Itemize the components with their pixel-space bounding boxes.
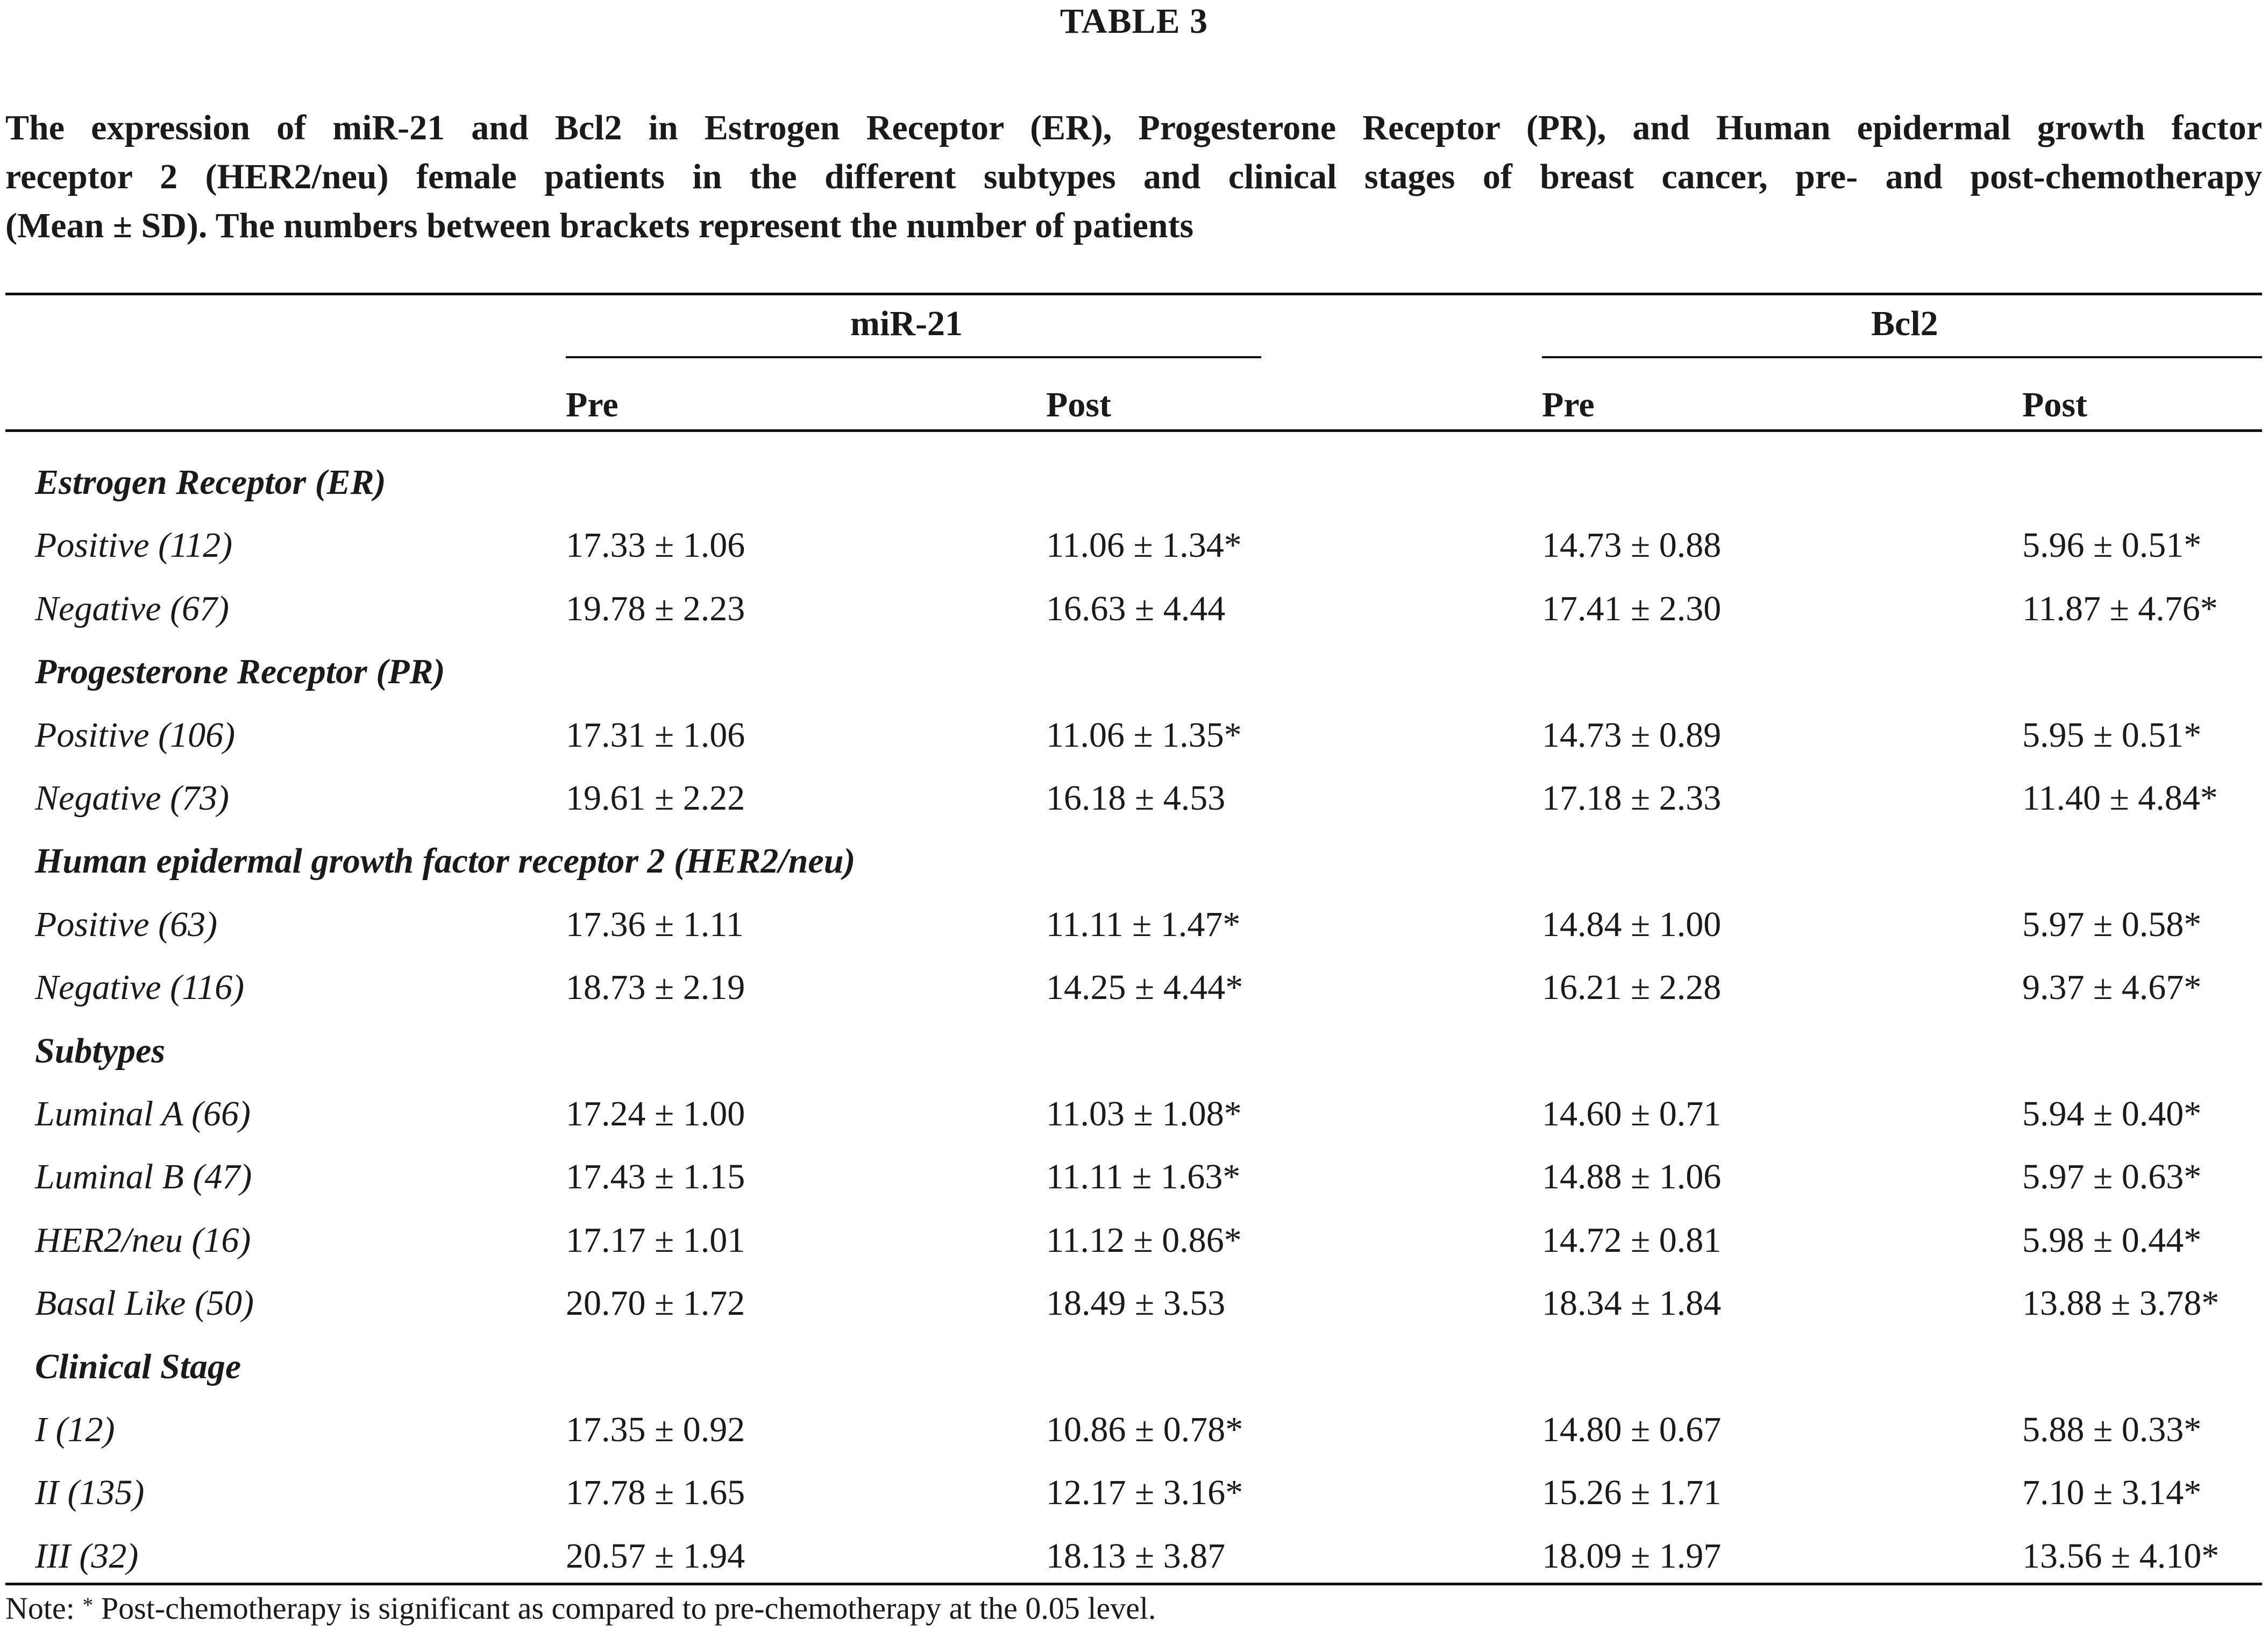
caption-line-2: receptor 2 (HER2/neu) female patients in the different subtypes and clinical stages of breast cancer, pre- and post-chemotherapy bbox=[5, 157, 2262, 196]
table-note bbox=[5, 1587, 1156, 1630]
row-label: Positive (112) bbox=[35, 526, 233, 565]
group-label: Human epidermal growth factor receptor 2 (HER2/neu) bbox=[35, 841, 856, 881]
cell-mir-post: 11.11 ± 1.47* bbox=[1046, 905, 1241, 944]
cell-bcl-post: 13.56 ± 4.10* bbox=[2022, 1536, 2220, 1576]
bcl2-span-rule bbox=[1542, 356, 2262, 358]
group-label: Estrogen Receptor (ER) bbox=[35, 463, 386, 502]
cell-bcl-pre: 17.41 ± 2.30 bbox=[1542, 589, 1722, 628]
top-rule bbox=[5, 293, 2262, 295]
cell-bcl-post: 5.98 ± 0.44* bbox=[2022, 1221, 2202, 1260]
cell-mir-post: 16.63 ± 4.44 bbox=[1046, 589, 1226, 628]
cell-mir-post: 18.13 ± 3.87 bbox=[1046, 1536, 1226, 1576]
cell-bcl-post: 13.88 ± 3.78* bbox=[2022, 1284, 2220, 1323]
mir21-span-rule bbox=[566, 356, 1261, 358]
table-label: TABLE 3 bbox=[1060, 2, 1208, 41]
cell-mir-post: 12.17 ± 3.16* bbox=[1046, 1473, 1243, 1512]
cell-bcl-pre: 14.73 ± 0.89 bbox=[1542, 715, 1722, 755]
row-label: Negative (116) bbox=[35, 968, 245, 1007]
row-label: Luminal A (66) bbox=[35, 1094, 251, 1133]
cell-bcl-pre: 14.84 ± 1.00 bbox=[1542, 905, 1722, 944]
cell-mir-post: 10.86 ± 0.78* bbox=[1046, 1410, 1243, 1449]
cell-bcl-post: 5.95 ± 0.51* bbox=[2022, 715, 2202, 755]
row-label: HER2/neu (16) bbox=[35, 1221, 251, 1260]
cell-bcl-post: 5.88 ± 0.33* bbox=[2022, 1410, 2202, 1449]
row-label: Positive (106) bbox=[35, 715, 236, 755]
cell-bcl-pre: 15.26 ± 1.71 bbox=[1542, 1473, 1722, 1512]
cell-mir-post: 18.49 ± 3.53 bbox=[1046, 1284, 1226, 1323]
cell-mir-post: 16.18 ± 4.53 bbox=[1046, 778, 1226, 818]
cell-bcl-post: 5.94 ± 0.40* bbox=[2022, 1094, 2202, 1133]
cell-bcl-pre: 14.80 ± 0.67 bbox=[1542, 1410, 1722, 1449]
cell-mir-post: 11.12 ± 0.86* bbox=[1046, 1221, 1242, 1260]
cell-bcl-pre: 14.88 ± 1.06 bbox=[1542, 1157, 1722, 1196]
row-label: Luminal B (47) bbox=[35, 1157, 252, 1196]
cell-mir-pre: 17.33 ± 1.06 bbox=[566, 526, 745, 565]
cell-bcl-pre: 16.21 ± 2.28 bbox=[1542, 968, 1722, 1007]
header-rule bbox=[5, 429, 2262, 432]
cell-mir-post: 11.11 ± 1.63* bbox=[1046, 1157, 1241, 1196]
cell-mir-pre: 20.70 ± 1.72 bbox=[566, 1284, 745, 1323]
cell-mir-post: 11.06 ± 1.35* bbox=[1046, 715, 1242, 755]
cell-bcl-post: 5.97 ± 0.63* bbox=[2022, 1157, 2202, 1196]
cell-bcl-pre: 14.73 ± 0.88 bbox=[1542, 526, 1722, 565]
note-prefix: Note: bbox=[5, 1591, 83, 1626]
cell-mir-pre: 17.78 ± 1.65 bbox=[566, 1473, 745, 1512]
cell-mir-pre: 19.78 ± 2.23 bbox=[566, 589, 745, 628]
row-label: Positive (63) bbox=[35, 905, 218, 944]
header-bcl2-pre: Pre bbox=[1542, 385, 1595, 424]
caption-line-1: The expression of miR-21 and Bcl2 in Estrogen Receptor (ER), Progesterone Receptor (PR), and Human epidermal growth factor bbox=[5, 108, 2262, 147]
row-label: Basal Like (50) bbox=[35, 1284, 254, 1323]
group-label: Subtypes bbox=[35, 1031, 166, 1071]
note-marker: * bbox=[82, 1593, 94, 1617]
header-mir21-pre: Pre bbox=[566, 385, 618, 424]
cell-bcl-pre: 14.60 ± 0.71 bbox=[1542, 1094, 1722, 1133]
cell-bcl-post: 5.97 ± 0.58* bbox=[2022, 905, 2202, 944]
cell-bcl-post: 11.87 ± 4.76* bbox=[2022, 589, 2218, 628]
cell-mir-pre: 20.57 ± 1.94 bbox=[566, 1536, 745, 1576]
table-caption bbox=[5, 103, 2262, 250]
cell-mir-pre: 18.73 ± 2.19 bbox=[566, 968, 745, 1007]
header-bcl2-post: Post bbox=[2022, 385, 2087, 424]
cell-mir-pre: 17.35 ± 0.92 bbox=[566, 1410, 745, 1449]
cell-bcl-pre: 14.72 ± 0.81 bbox=[1542, 1221, 1722, 1260]
cell-mir-pre: 17.31 ± 1.06 bbox=[566, 715, 745, 755]
group-label: Progesterone Receptor (PR) bbox=[35, 652, 445, 691]
header-mir21: miR-21 bbox=[850, 304, 963, 343]
bottom-rule bbox=[5, 1583, 2262, 1585]
cell-bcl-pre: 17.18 ± 2.33 bbox=[1542, 778, 1722, 818]
cell-mir-pre: 17.36 ± 1.11 bbox=[566, 905, 744, 944]
group-label: Clinical Stage bbox=[35, 1347, 241, 1386]
cell-bcl-pre: 18.34 ± 1.84 bbox=[1542, 1284, 1722, 1323]
cell-mir-pre: 19.61 ± 2.22 bbox=[566, 778, 745, 818]
cell-mir-pre: 17.17 ± 1.01 bbox=[566, 1221, 745, 1260]
cell-bcl-post: 11.40 ± 4.84* bbox=[2022, 778, 2218, 818]
row-label: Negative (73) bbox=[35, 778, 230, 818]
row-label: I (12) bbox=[35, 1410, 115, 1449]
cell-bcl-post: 9.37 ± 4.67* bbox=[2022, 968, 2202, 1007]
header-bcl2: Bcl2 bbox=[1871, 304, 1938, 343]
note-text: Post-chemotherapy is significant as compared to pre-chemotherapy at the 0.05 level. bbox=[93, 1591, 1156, 1626]
caption-line-3: (Mean ± SD). The numbers between brackets represent the number of patients bbox=[5, 206, 1194, 245]
cell-mir-post: 11.03 ± 1.08* bbox=[1046, 1094, 1242, 1133]
header-mir21-post: Post bbox=[1046, 385, 1111, 424]
row-label: Negative (67) bbox=[35, 589, 230, 628]
cell-bcl-post: 7.10 ± 3.14* bbox=[2022, 1473, 2202, 1512]
cell-mir-post: 14.25 ± 4.44* bbox=[1046, 968, 1243, 1007]
cell-bcl-post: 5.96 ± 0.51* bbox=[2022, 526, 2202, 565]
cell-bcl-pre: 18.09 ± 1.97 bbox=[1542, 1536, 1722, 1576]
row-label: II (135) bbox=[35, 1473, 145, 1512]
row-label: III (32) bbox=[35, 1536, 139, 1576]
cell-mir-post: 11.06 ± 1.34* bbox=[1046, 526, 1242, 565]
cell-mir-pre: 17.24 ± 1.00 bbox=[566, 1094, 745, 1133]
cell-mir-pre: 17.43 ± 1.15 bbox=[566, 1157, 745, 1196]
